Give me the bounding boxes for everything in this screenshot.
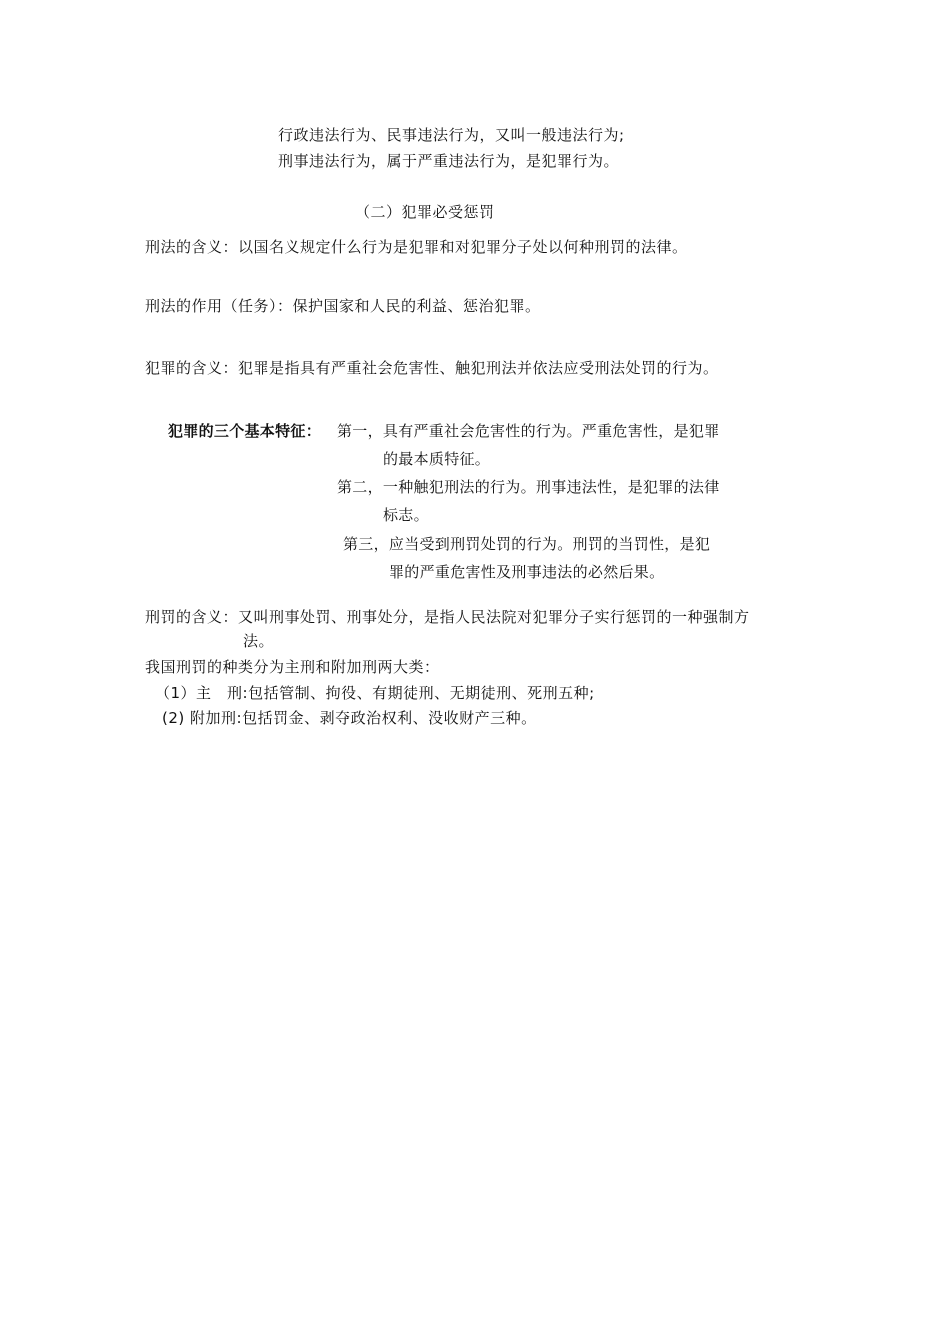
feature-first-line-1: 第一，具有严重社会危害性的行为。严重危害性，是犯罪 bbox=[337, 422, 720, 440]
feature-second-line-2: 标志。 bbox=[383, 506, 429, 524]
penalty-types: 我国刑罚的种类分为主刑和附加刑两大类： bbox=[145, 658, 440, 676]
penalty-meaning-line-2: 法。 bbox=[243, 632, 275, 650]
penalty-meaning-line-1: 刑罚的含义：又叫刑事处罚、刑事处分，是指人民法院对犯罪分子实行惩罚的一种强制方 bbox=[145, 608, 750, 626]
section-heading: （二）犯罪必受惩罚 bbox=[355, 203, 495, 221]
main-penalty: （1）主 刑:包括管制、拘役、有期徒刑、无期徒刑、死刑五种; bbox=[155, 684, 595, 702]
features-label: 犯罪的三个基本特征： bbox=[168, 422, 322, 440]
crime-meaning: 犯罪的含义：犯罪是指具有严重社会危害性、触犯刑法并依法应受刑法处罚的行为。 bbox=[145, 359, 719, 377]
criminal-law-role: 刑法的作用（任务）：保护国家和人民的利益、惩治犯罪。 bbox=[145, 297, 541, 315]
feature-first-line-2: 的最本质特征。 bbox=[383, 450, 491, 468]
criminal-law-meaning: 刑法的含义：以国名义规定什么行为是犯罪和对犯罪分子处以何种刑罚的法律。 bbox=[145, 238, 688, 256]
feature-third-line-1: 第三，应当受到刑罚处罚的行为。刑罚的当罚性，是犯 bbox=[343, 535, 711, 553]
feature-second-line-1: 第二，一种触犯刑法的行为。刑事违法性，是犯罪的法律 bbox=[337, 478, 720, 496]
feature-third-line-2: 罪的严重危害性及刑事违法的必然后果。 bbox=[389, 563, 665, 581]
top-line-1: 行政违法行为、民事违法行为，又叫一般违法行为; bbox=[278, 126, 625, 144]
top-line-2: 刑事违法行为，属于严重违法行为，是犯罪行为。 bbox=[278, 152, 620, 170]
additional-penalty: (2) 附加刑:包括罚金、剥夺政治权利、没收财产三种。 bbox=[162, 709, 537, 727]
